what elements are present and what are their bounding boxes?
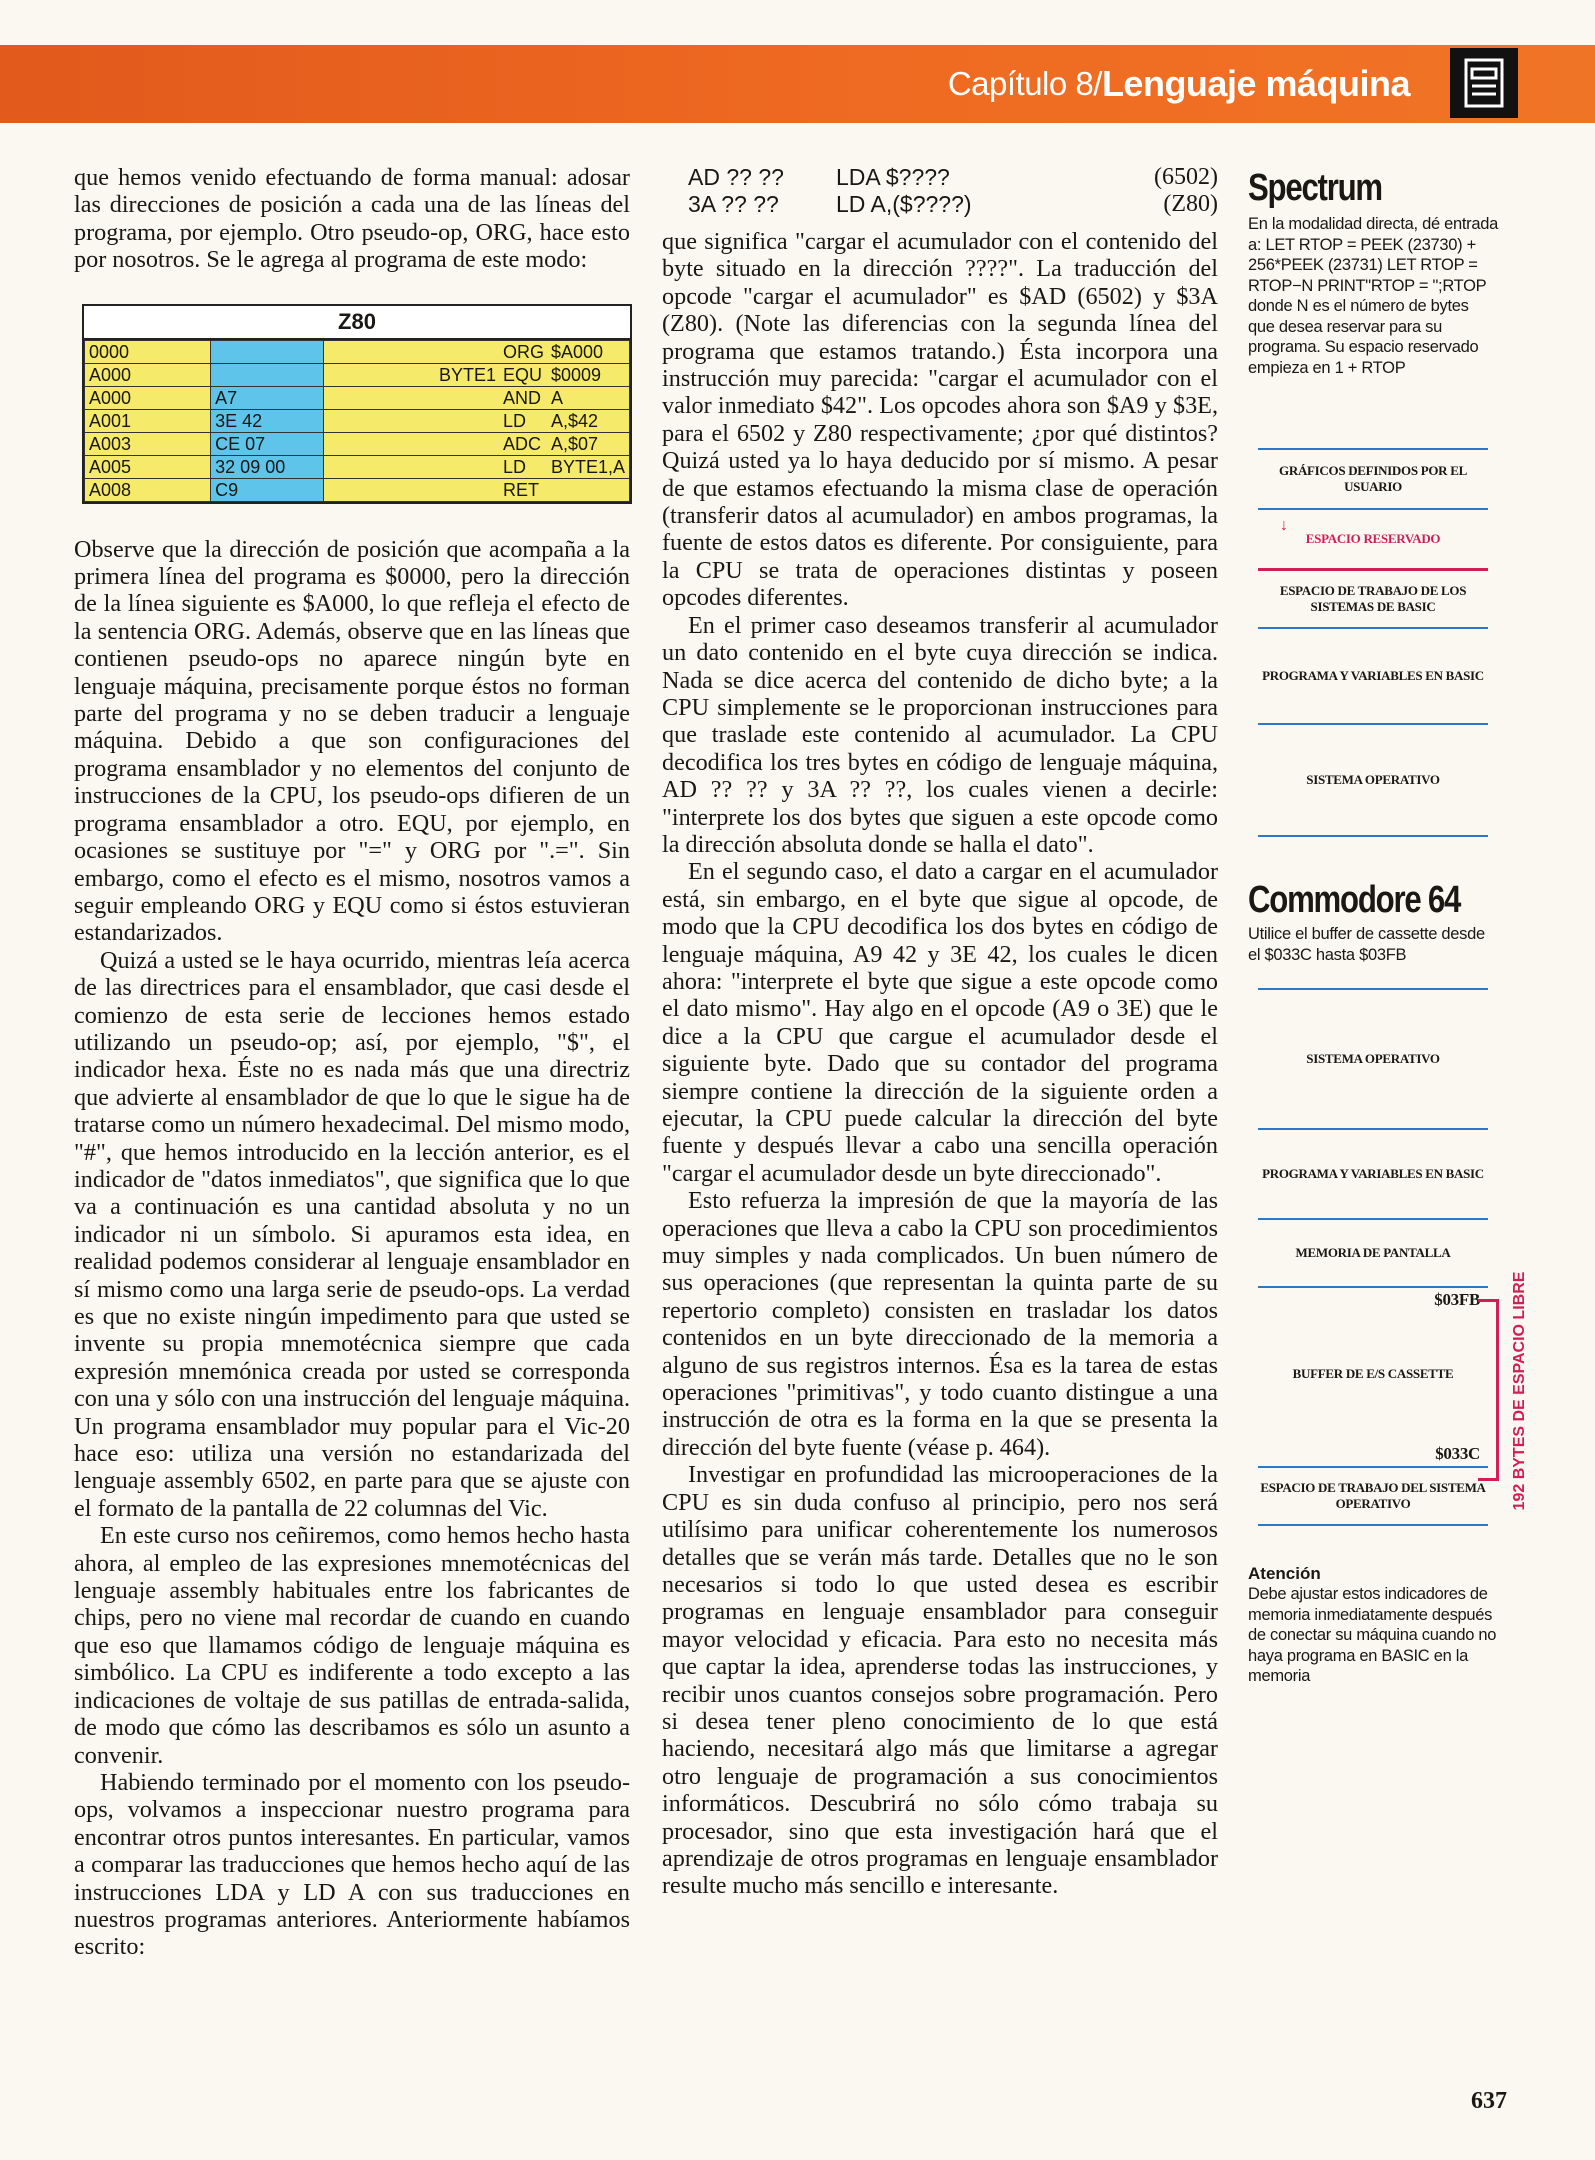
spectrum-text: En la modalidad directa, dé entrada a: LET RTOP = PEEK (23730) + 256*PEEK (23731) LET RTOP = RTOP−N PRINT"RTOP = ";RTOP donde N es el número de bytes que desea reservar para su programa. Su espacio reservado empieza en 1 + RTOP [1248,215,1499,377]
free-space-bracket [1478,1299,1499,1481]
table-row [85,455,630,478]
source-cell [323,409,629,432]
bytes-cell [211,340,324,363]
paragraph: Quizá a usted se le haya ocurrido, mientras leía acerca de las directrices para el ensamblador, que casi desde el comienzo de esta serie de lecciones hemos estado utilizando un pseudo-op; así, por ejemplo, "$", el indicador hexa. Éste no es nada más que una directriz que advierte al ensamblador de que lo que le sigue ha de tratarse como un número hexadecimal. Del mismo modo, "#", que hemos introducido en la lección anterior, es el indicador de "datos inmediatos", que significa que lo que va a continuación es una cantidad absoluta y no un indicador ni un símbolo. Si apuramos esta idea, en realidad podemos considerar al lenguaje ensamblador en sí mismo como una larga serie de pseudo-ops. La verdad es que no existe ningún impedimento para que usted se invente su propia mnemotécnica siempre que cada expresión mnemónica creada por usted se corresponda con una y sólo con una instrucción del lenguaje máquina. Un programa ensamblador muy popular para el Vic-20 hace eso: utiliza una versión no estandarizada del lenguaje assembly 6502, en parte para que se ajuste con el formato de la pantalla de 22 columnas del Vic. [74,946,630,1522]
commodore-text: Utilice el buffer de cassette desde el $033C hasta $03FB [1248,925,1485,964]
address-cell: A000 [85,386,211,409]
note-title: Atención [1248,1564,1321,1583]
source-cell [323,455,629,478]
opcode-text: RET [502,479,539,500]
note-text: Debe ajustar estos indicadores de memoria inmediatamente después de conectar su máquina cuando no haya programa en BASIC en la memoria [1248,1585,1497,1685]
operand-text: A [550,387,563,408]
paragraph: que hemos venido efectuando de forma manual: adosar las direcciones de posición a cada una de las líneas del programa, por ejemplo. Otro pseudo-op, ORG, hace esto por nosotros. Se le agrega al programa de este modo: [74,164,630,274]
address-cell: A001 [85,409,211,432]
paragraph: En el segundo caso, el dato a cargar en el acumulador está, sin embargo, en el byte que sigue al opcode, de modo que la CPU decodifica los dos bytes en código de lenguaje máquina, A9 42 y 3E 42, los cuales le dicen ahora: "interprete el byte que sigue a este opcode como el dato mismo". Hay algo en el opcode (A9 o 3E) que le dice a la CPU que cargue el acumulador desde el siguiente byte. Dado que su contador del programa siempre contiene la dirección de la siguiente orden a ejecutar, la CPU puede calcular la dirección del byte fuente y después llevar a cabo una sencilla operación "cargar el acumulador desde un byte direccionado". [662,858,1218,1187]
opcode-text: LD [502,410,526,431]
text-column-left [74,164,630,1961]
code-instruction: LD A,($????) [836,191,972,217]
table-row [85,340,630,363]
address-cell: A008 [85,478,211,501]
operand-text: $A000 [550,341,604,362]
table-row [85,363,630,386]
operand-text: BYTE1,A [550,456,625,477]
code-bytes: 3A ?? ?? [688,191,779,217]
address-cell: A000 [85,363,211,386]
address-bottom: $033C [1435,1444,1480,1463]
chapter-prefix: Capítulo 8/ [947,65,1102,102]
opcode-text: ADC [502,433,541,454]
bytes-cell: A7 [211,386,324,409]
paragraph: En este curso nos ceñiremos, como hemos hecho hasta ahora, al empleo de las expresiones mnemotécnicas del lenguaje assembly habituales entre los fabricantes de chips, pero no viene mal recordar de cuando en cuando que eso que llamamos código de lenguaje máquina es simbólico. La CPU es indiferente a todo excepto a las indicaciones de voltaje de sus patillas de entrada-salida, de modo que cómo las describamos es sólo un asunto a convenir. [74,1522,630,1769]
z80-program-table [82,304,632,504]
spectrum-memory-map [1258,448,1488,837]
opcode-text: AND [502,387,541,408]
commodore-memory-map [1258,988,1488,1526]
bytes-cell: CE 07 [211,432,324,455]
source-cell [323,478,629,501]
bytes-cell: 32 09 00 [211,455,324,478]
commodore-box [1248,878,1498,965]
memory-block: PROGRAMA Y VARIABLES EN BASIC [1258,1130,1488,1220]
memory-block-reserved: ↓ ESPACIO RESERVADO [1258,510,1488,571]
code-example [688,164,1218,218]
page-number: 637 [1471,2088,1507,2114]
memory-block: GRÁFICOS DEFINIDOS POR EL USUARIO [1258,450,1488,510]
bytes-cell [211,363,324,386]
label-text: BYTE1 [438,364,496,385]
code-cpu: (Z80) [1163,191,1218,217]
opcode-text: EQU [502,364,542,385]
code-instruction: LDA $???? [836,164,950,190]
table-title: Z80 [84,306,630,340]
source-cell [323,340,629,363]
commodore-title: Commodore 64 [1248,879,1461,921]
source-cell [323,386,629,409]
table-row [85,386,630,409]
address-cell: A005 [85,455,211,478]
operand-text: $0009 [550,364,602,385]
z80-listing [84,340,630,502]
address-cell: A003 [85,432,211,455]
memory-block-cassette-buffer [1258,1288,1488,1468]
source-cell [323,363,629,386]
memory-block: ESPACIO DE TRABAJO DEL SISTEMA OPERATIVO [1258,1468,1488,1526]
code-line [688,164,1218,191]
table-row [85,432,630,455]
address-cell: 0000 [85,340,211,363]
paragraph: En el primer caso deseamos transferir al acumulador un dato contenido en el byte cuya dirección se indica. Nada se dice acerca del contenido de dicho byte; a la CPU simplemente se le proporcionan instrucciones para que traslade este contenido al acumulador. La CPU decodifica los tres bytes en código de lenguaje máquina, AD ?? ?? y 3A ?? ??, los cuales vienen a decirle: "interprete los dos bytes que siguen a este opcode como la dirección absoluta donde se halla el dato". [662,611,1218,858]
paragraph: Habiendo terminado por el momento con los pseudo-ops, volvamos a inspeccionar nuestro programa para encontrar otros puntos interesantes. En particular, vamos a comparar las traducciones que hemos hecho aquí de las instrucciones LDA y LD A con sus traducciones en nuestros programas anteriores. Anteriormente habíamos escrito: [74,1768,630,1961]
memory-block: PROGRAMA Y VARIABLES EN BASIC [1258,629,1488,725]
chapter-heading [948,56,1410,112]
paragraph: que significa "cargar el acumulador con el contenido del byte situado en la dirección ????". La traducción del opcode "cargar el acumulador" es $AD (6502) y $3A (Z80). (Note las diferencias con la segunda línea del programa que estamos tratando.) Ésta incorpora una instrucción muy parecida: "cargar el acumulador con el valor inmediato $42". Los opcodes ahora son $A9 y $3E, para el 6502 y Z80 respectivamente; ¿por qué distintos? Quizá usted ya lo haya deducido por sí mismo. A pesar de que estamos efectuando la misma clase de operación (transferir datos al acumulador) en ambos programas, la fuente de estos datos es diferente. Por consiguiente, para la CPU se trata de operaciones distintas y poseen opcodes diferentes. [662,228,1218,612]
memory-block: MEMORIA DE PANTALLA [1258,1220,1488,1288]
bytes-cell: 3E 42 [211,409,324,432]
buffer-label: BUFFER DE E/S CASSETTE [1292,1366,1454,1381]
opcode-text: ORG [502,341,544,362]
cassette-icon [1450,48,1518,118]
bytes-cell: C9 [211,478,324,501]
spectrum-box [1248,166,1498,378]
paragraph: Investigar en profundidad las microoperaciones de la CPU es sin duda confuso al principio, pero nos será utilísimo para unificar coherentemente los numerosos detalles que se verán más tarde. Detalles que no le son necesarios si todo lo que usted desea es escribir programas en lenguaje ensamblador para conseguir mayor velocidad y eficacia. Para esto no necesita más que captar la idea, aprenderse todas las instrucciones, y recibir unos cuantos consejos sobre programación. Pero si desea tener pleno conocimiento de lo que está haciendo, necesitará algo más que limitarse a agregar otro lenguaje de programación a sus conocimientos informáticos. Descubrirá no sólo cómo trabaja su procesador, sino que esta investigación hará que el aprendizaje de otros programas en lenguaje ensamblador resulte mucho más sencillo e interesante. [662,1461,1218,1900]
operand-text: A,$07 [550,433,599,454]
text-column-middle [662,164,1218,1900]
code-line [688,191,1218,218]
spectrum-title: Spectrum [1248,167,1382,209]
note-box [1248,1563,1498,1687]
table-row [85,409,630,432]
code-cpu: (6502) [1154,164,1218,190]
memory-block: SISTEMA OPERATIVO [1258,990,1488,1130]
address-top: $03FB [1434,1290,1480,1309]
operand-text: A,$42 [550,410,599,431]
memory-block: SISTEMA OPERATIVO [1258,725,1488,837]
paragraph: Esto refuerza la impresión de que la mayoría de las operaciones que lleva a cabo la CPU son procedimientos muy simples y nada complicados. Un buen número de sus operaciones (que representan la quinta parte de su repertorio completo) consisten en trasladar los datos contenidos en un byte direccionado de la memoria a alguno de sus registros internos. Ésa es la tarea de estas operaciones "primitivas", y todo cuanto distingue a una instrucción de otra es la forma en la que se presenta la dirección del byte fuente (véase p. 464). [662,1187,1218,1461]
code-bytes: AD ?? ?? [688,164,784,190]
table-row [85,478,630,501]
paragraph: Observe que la dirección de posición que acompaña a la primera línea del programa es $0000, pero la dirección de la línea siguiente es $A000, lo que refleja el efecto de la sentencia ORG. Además, observe que en las líneas que contienen pseudo-ops no aparece ningún byte en lenguaje máquina, precisamente porque éstos no forman parte del programa y no se deben traducir a lenguaje máquina. Debido a que son configuraciones del programa ensamblador y no elementos del conjunto de instrucciones de la CPU, los pseudo-ops difieren de un programa ensamblador a otro. EQU, por ejemplo, en ocasiones se sustituye por "=" y ORG por ".=". Sin embargo, como el efecto es el mismo, nosotros vamos a seguir empleando ORG y EQU como si éstos estuvieran estandarizados. [74,535,630,947]
arrow-down-icon: ↓ [1280,517,1288,534]
source-cell [323,432,629,455]
chapter-title: Lenguaje máquina [1101,63,1410,104]
free-space-label: 192 BYTES DE ESPACIO LIBRE [1511,1271,1528,1511]
opcode-text: LD [502,456,526,477]
memory-block: ESPACIO DE TRABAJO DE LOS SISTEMAS DE BASIC [1258,571,1488,629]
